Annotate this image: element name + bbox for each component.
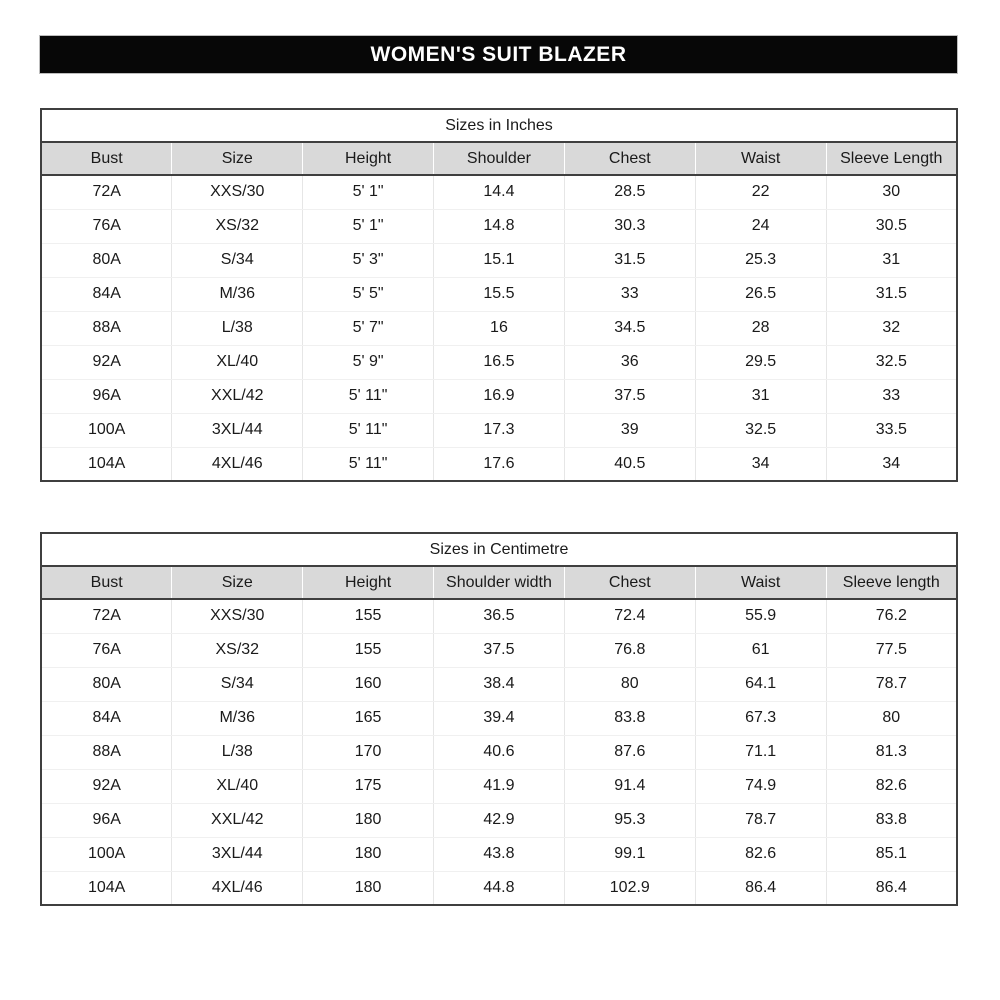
table-cell: 102.9 [564, 871, 695, 905]
table-cell: 83.8 [826, 803, 957, 837]
column-header: Shoulder [434, 142, 565, 175]
table-cell: 104A [41, 447, 172, 481]
table-cell: M/36 [172, 277, 303, 311]
table-cell: 30.5 [826, 209, 957, 243]
table-row [41, 243, 957, 277]
table-cell: 72.4 [564, 599, 695, 633]
table-cell: 3XL/44 [172, 413, 303, 447]
table-cell: 71.1 [695, 735, 826, 769]
table-cell: L/38 [172, 311, 303, 345]
table-cell: 170 [303, 735, 434, 769]
table-cell: 32.5 [695, 413, 826, 447]
table-cell: M/36 [172, 701, 303, 735]
table-cell: 96A [41, 379, 172, 413]
table-cell: 5' 11" [303, 379, 434, 413]
column-header: Height [303, 566, 434, 599]
column-header: Size [172, 142, 303, 175]
table-cell: XXS/30 [172, 175, 303, 209]
table-cell: 5' 11" [303, 447, 434, 481]
table-cell: 34 [826, 447, 957, 481]
table-cell: 22 [695, 175, 826, 209]
table-cell: 76A [41, 209, 172, 243]
table-cell: 74.9 [695, 769, 826, 803]
table-cell: 72A [41, 599, 172, 633]
table-cell: 64.1 [695, 667, 826, 701]
table-row [41, 413, 957, 447]
table-cell: 25.3 [695, 243, 826, 277]
table-cell: 36.5 [434, 599, 565, 633]
table-cell: 155 [303, 599, 434, 633]
column-header: Shoulder width [434, 566, 565, 599]
table-cell: 95.3 [564, 803, 695, 837]
table-cell: 42.9 [434, 803, 565, 837]
table-cell: 91.4 [564, 769, 695, 803]
table-cell: 4XL/46 [172, 447, 303, 481]
table-row [41, 701, 957, 735]
table-cell: 92A [41, 345, 172, 379]
table-cell: 39 [564, 413, 695, 447]
table-cell: 180 [303, 871, 434, 905]
table-cell: 31.5 [826, 277, 957, 311]
table-cell: 26.5 [695, 277, 826, 311]
table-caption: Sizes in Inches [41, 109, 957, 142]
table-cell: 24 [695, 209, 826, 243]
table-cell: L/38 [172, 735, 303, 769]
table-cell: 81.3 [826, 735, 957, 769]
column-header: Bust [41, 142, 172, 175]
table-cell: 96A [41, 803, 172, 837]
table-cell: 44.8 [434, 871, 565, 905]
table-cell: 87.6 [564, 735, 695, 769]
table-cell: 29.5 [695, 345, 826, 379]
table-cell: 37.5 [564, 379, 695, 413]
table-row [41, 311, 957, 345]
table-cell: 86.4 [695, 871, 826, 905]
table-cell: S/34 [172, 667, 303, 701]
size-table-inches [40, 108, 958, 482]
table-cell: 17.3 [434, 413, 565, 447]
table-cell: 61 [695, 633, 826, 667]
column-header: Sleeve length [826, 566, 957, 599]
table-cell: 5' 5" [303, 277, 434, 311]
table-cell: 99.1 [564, 837, 695, 871]
table-cell: 88A [41, 311, 172, 345]
table-row [41, 735, 957, 769]
table-cell: 30 [826, 175, 957, 209]
table-row [41, 277, 957, 311]
table-cell: 100A [41, 837, 172, 871]
table-cell: 100A [41, 413, 172, 447]
table-cell: 33 [564, 277, 695, 311]
table-row [41, 803, 957, 837]
table-caption-row [41, 109, 957, 142]
table-row [41, 769, 957, 803]
table-row [41, 379, 957, 413]
table-row [41, 667, 957, 701]
table-row [41, 871, 957, 905]
table-cell: 40.6 [434, 735, 565, 769]
page-title: WOMEN'S SUIT BLAZER [370, 42, 627, 66]
table-cell: XS/32 [172, 209, 303, 243]
column-header: Height [303, 142, 434, 175]
table-cell: 84A [41, 701, 172, 735]
table-header-row [41, 566, 957, 599]
table-cell: XL/40 [172, 769, 303, 803]
table-cell: 38.4 [434, 667, 565, 701]
table-cell: XL/40 [172, 345, 303, 379]
table-cell: 15.1 [434, 243, 565, 277]
table-row [41, 345, 957, 379]
table-cell: 5' 3" [303, 243, 434, 277]
table-cell: 31 [695, 379, 826, 413]
column-header: Chest [564, 142, 695, 175]
column-header: Sleeve Length [826, 142, 957, 175]
table-cell: 82.6 [695, 837, 826, 871]
size-table-centimetre [40, 532, 958, 906]
table-cell: 34.5 [564, 311, 695, 345]
table-cell: 36 [564, 345, 695, 379]
table-row [41, 599, 957, 633]
table-cell: 4XL/46 [172, 871, 303, 905]
table-cell: 43.8 [434, 837, 565, 871]
table-cell: 17.6 [434, 447, 565, 481]
table-cell: 80 [826, 701, 957, 735]
table-header-row [41, 142, 957, 175]
table-cell: XXL/42 [172, 379, 303, 413]
table-cell: 67.3 [695, 701, 826, 735]
table-cell: S/34 [172, 243, 303, 277]
table-cell: 5' 7" [303, 311, 434, 345]
table-cell: 76.2 [826, 599, 957, 633]
table-row [41, 633, 957, 667]
column-header: Size [172, 566, 303, 599]
table-cell: 88A [41, 735, 172, 769]
table-cell: 30.3 [564, 209, 695, 243]
table-cell: 28.5 [564, 175, 695, 209]
table-cell: 33 [826, 379, 957, 413]
table-cell: 84A [41, 277, 172, 311]
table-cell: 16 [434, 311, 565, 345]
table-cell: 28 [695, 311, 826, 345]
table-cell: 78.7 [695, 803, 826, 837]
table-cell: 14.8 [434, 209, 565, 243]
table-cell: 5' 1" [303, 209, 434, 243]
table-cell: 15.5 [434, 277, 565, 311]
table-cell: 80A [41, 243, 172, 277]
table-cell: 40.5 [564, 447, 695, 481]
table-cell: 76A [41, 633, 172, 667]
table-row [41, 209, 957, 243]
table-cell: 16.9 [434, 379, 565, 413]
table-cell: 155 [303, 633, 434, 667]
table-cell: 77.5 [826, 633, 957, 667]
table-cell: 14.4 [434, 175, 565, 209]
table-cell: XXL/42 [172, 803, 303, 837]
page-title-bar [39, 35, 958, 74]
table-cell: 39.4 [434, 701, 565, 735]
table-cell: 31.5 [564, 243, 695, 277]
table-cell: 3XL/44 [172, 837, 303, 871]
table-cell: 83.8 [564, 701, 695, 735]
table-caption: Sizes in Centimetre [41, 533, 957, 566]
table-cell: 92A [41, 769, 172, 803]
table-cell: 5' 11" [303, 413, 434, 447]
table-cell: 180 [303, 837, 434, 871]
table-cell: XXS/30 [172, 599, 303, 633]
table-row [41, 175, 957, 209]
table-row [41, 837, 957, 871]
column-header: Waist [695, 142, 826, 175]
table-cell: 180 [303, 803, 434, 837]
table-cell: 104A [41, 871, 172, 905]
table-cell: 5' 9" [303, 345, 434, 379]
table-cell: 82.6 [826, 769, 957, 803]
column-header: Bust [41, 566, 172, 599]
table-cell: 32 [826, 311, 957, 345]
table-cell: 32.5 [826, 345, 957, 379]
table-cell: 175 [303, 769, 434, 803]
table-cell: 78.7 [826, 667, 957, 701]
table-cell: 160 [303, 667, 434, 701]
table-cell: 41.9 [434, 769, 565, 803]
table-cell: 5' 1" [303, 175, 434, 209]
table-cell: 37.5 [434, 633, 565, 667]
table-cell: 55.9 [695, 599, 826, 633]
table-caption-row [41, 533, 957, 566]
table-cell: 34 [695, 447, 826, 481]
table-row [41, 447, 957, 481]
table-cell: 80A [41, 667, 172, 701]
table-cell: 31 [826, 243, 957, 277]
table-cell: 33.5 [826, 413, 957, 447]
table-cell: 80 [564, 667, 695, 701]
table-cell: XS/32 [172, 633, 303, 667]
column-header: Waist [695, 566, 826, 599]
column-header: Chest [564, 566, 695, 599]
table-cell: 165 [303, 701, 434, 735]
table-cell: 86.4 [826, 871, 957, 905]
table-cell: 85.1 [826, 837, 957, 871]
table-cell: 76.8 [564, 633, 695, 667]
table-cell: 72A [41, 175, 172, 209]
table-cell: 16.5 [434, 345, 565, 379]
